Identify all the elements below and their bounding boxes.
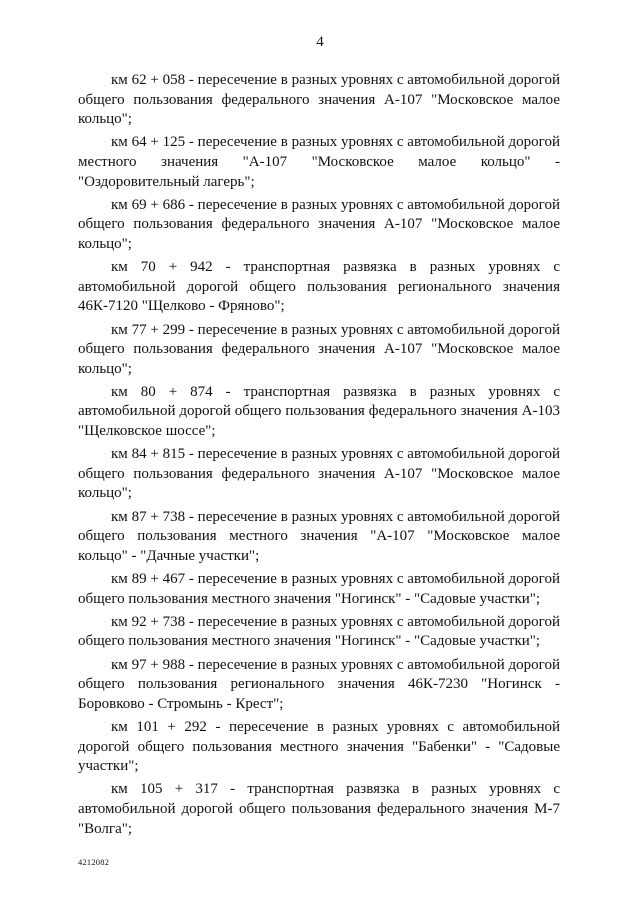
- document-body: [78, 71, 560, 843]
- paragraph: км 80 + 874 - транспортная развязка в разных уровнях с автомобильной дорогой общего пользования федерального значения А-103 "Щелковское шоссе";: [78, 383, 560, 440]
- paragraph: км 92 + 738 - пересечение в разных уровнях с автомобильной дорогой общего пользования местного значения "Ногинск" - "Садовые участки";: [78, 613, 560, 650]
- paragraph: км 69 + 686 - пересечение в разных уровнях с автомобильной дорогой общего пользования федерального значения А-107 "Московское малое кольцо";: [78, 196, 560, 252]
- paragraph: км 105 + 317 - транспортная развязка в разных уровнях с автомобильной дорогой общего пользования федерального значения М-7 "Волга";: [78, 781, 560, 837]
- paragraph: км 70 + 942 - транспортная развязка в разных уровнях с автомобильной дорогой общего пользования регионального значения 46К-7120 "Щелково - Фряново";: [78, 259, 560, 315]
- document-code: 4212082: [78, 857, 110, 867]
- paragraph: км 101 + 292 - пересечение в разных уровнях с автомобильной дорогой общего пользования местного значения "Бабенки" - "Садовые участки";: [78, 718, 560, 775]
- paragraph: км 89 + 467 - пересечение в разных уровнях с автомобильной дорогой общего пользования местного значения "Ногинск" - "Садовые участки";: [78, 571, 560, 607]
- paragraph: км 87 + 738 - пересечение в разных уровнях с автомобильной дорогой общего пользования местного значения "А-107 "Московское малое кольцо" - "Дачные участки";: [78, 508, 560, 564]
- paragraph: км 77 + 299 - пересечение в разных уровнях с автомобильной дорогой общего пользования федерального значения А-107 "Московское малое кольцо";: [78, 321, 560, 377]
- paragraph: км 97 + 988 - пересечение в разных уровнях с автомобильной дорогой общего пользования регионального значения 46К-7230 "Ногинск - Боровково - Стромынь - Крест";: [78, 656, 560, 712]
- page-number: 4: [316, 34, 324, 50]
- paragraph: км 84 + 815 - пересечение в разных уровнях с автомобильной дорогой общего пользования федерального значения А-107 "Московское малое кольцо";: [78, 446, 560, 502]
- paragraph: км 64 + 125 - пересечение в разных уровнях с автомобильной дорогой местного значения "А-107 "Московское малое кольцо" - "Оздоровительный лагерь";: [78, 134, 560, 190]
- paragraph: км 62 + 058 - пересечение в разных уровнях с автомобильной дорогой общего пользования федерального значения А-107 "Московское малое кольцо";: [78, 72, 560, 128]
